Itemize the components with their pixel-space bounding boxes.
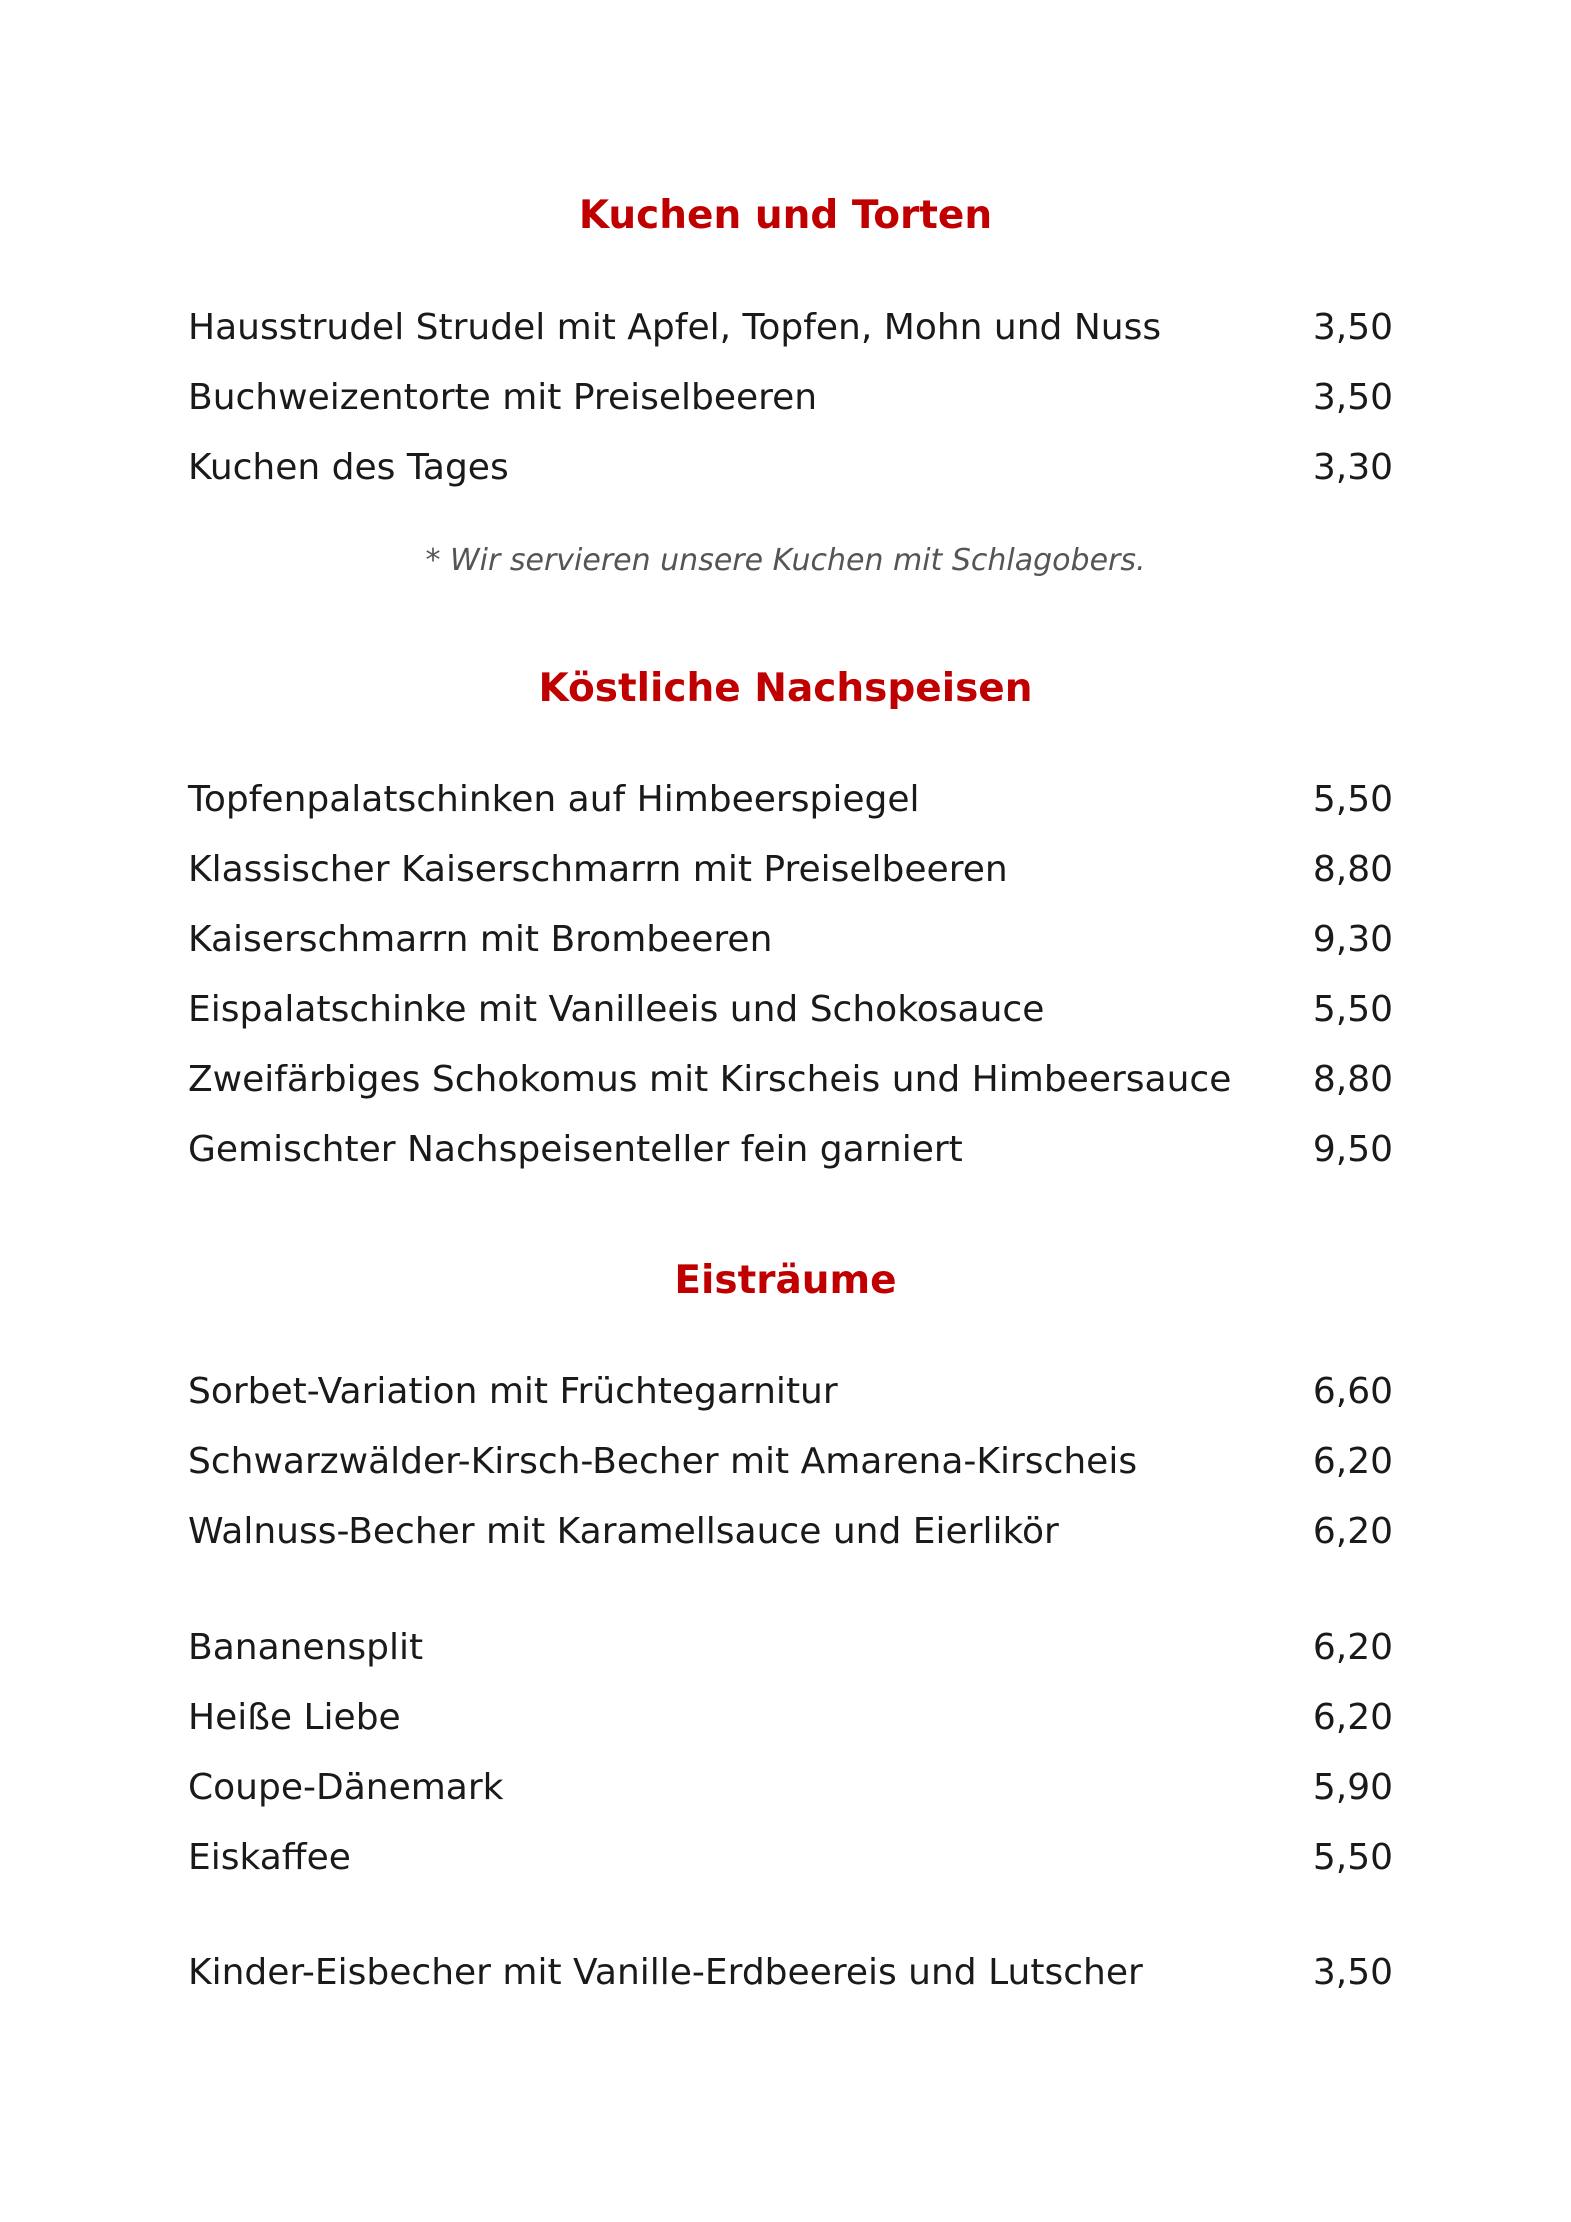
menu-item-name: Heiße Liebe [188,1697,401,1738]
menu-item [188,1834,1393,1882]
menu-item [188,1056,1393,1104]
menu-item-name: Kaiserschmarrn mit Brombeeren [188,919,773,960]
menu-item [188,1438,1393,1486]
menu-item [188,986,1393,1034]
menu-item-name: Eiskaffee [188,1837,351,1878]
menu-item [188,1624,1393,1672]
menu-item-name: Walnuss-Becher mit Karamellsauce und Eierlikör [188,1511,1059,1552]
section-title-eistraeume: Eisträume [674,1258,897,1303]
menu-item [188,1764,1393,1812]
menu-item-price: 9,30 [1312,919,1393,960]
menu-item-price: 8,80 [1312,849,1393,890]
menu-item [188,1508,1393,1556]
menu-item-price: 3,50 [1312,377,1393,418]
menu-item [188,1368,1393,1416]
menu-item-price: 3,50 [1312,307,1393,348]
menu-item-price: 8,80 [1312,1059,1393,1100]
menu-item-price: 3,30 [1312,447,1393,488]
menu-item [188,916,1393,964]
menu-item [188,304,1393,352]
menu-item-name: Coupe-Dänemark [188,1767,504,1808]
menu-item-price: 6,20 [1312,1697,1393,1738]
section-title-nachspeisen: Köstliche Nachspeisen [538,666,1033,711]
menu-item-price: 6,60 [1312,1371,1393,1412]
menu-item-name: Buchweizentorte mit Preiselbeeren [188,377,818,418]
menu-item-name: Gemischter Nachspeisenteller fein garniert [188,1129,963,1170]
menu-item-name: Zweifärbiges Schokomus mit Kirscheis und Himbeersauce [188,1059,1232,1100]
menu-item [188,1949,1393,1997]
menu-item [188,846,1393,894]
menu-item-price: 9,50 [1312,1129,1393,1170]
menu-item [188,1694,1393,1742]
menu-item-price: 5,50 [1312,989,1393,1030]
menu-item-price: 6,20 [1312,1511,1393,1552]
menu-item-price: 3,50 [1312,1952,1393,1993]
menu-item-price: 5,50 [1312,1837,1393,1878]
menu-item [188,776,1393,824]
menu-item-price: 6,20 [1312,1441,1393,1482]
serving-note: * Wir servieren unsere Kuchen mit Schlagobers. [425,543,1146,578]
menu-item-name: Eispalatschinke mit Vanilleeis und Schokosauce [188,989,1045,1030]
menu-item-price: 5,90 [1312,1767,1393,1808]
menu-item-name: Topfenpalatschinken auf Himbeerspiegel [188,779,920,820]
menu-item-price: 6,20 [1312,1627,1393,1668]
menu-item-name: Hausstrudel Strudel mit Apfel, Topfen, Mohn und Nuss [188,307,1162,348]
menu-item [188,444,1393,492]
menu-item-name: Sorbet-Variation mit Früchtegarnitur [188,1371,838,1412]
menu-item-price: 5,50 [1312,779,1393,820]
menu-item [188,374,1393,422]
menu-item-name: Klassischer Kaiserschmarrn mit Preiselbeeren [188,849,1008,890]
menu-item-name: Kuchen des Tages [188,447,509,488]
section-title-kuchen: Kuchen und Torten [578,193,993,238]
menu-item-name: Kinder-Eisbecher mit Vanille-Erdbeereis und Lutscher [188,1952,1143,1993]
menu-item [188,1126,1393,1174]
menu-item-name: Bananensplit [188,1627,424,1668]
menu-item-name: Schwarzwälder-Kirsch-Becher mit Amarena-Kirscheis [188,1441,1138,1482]
